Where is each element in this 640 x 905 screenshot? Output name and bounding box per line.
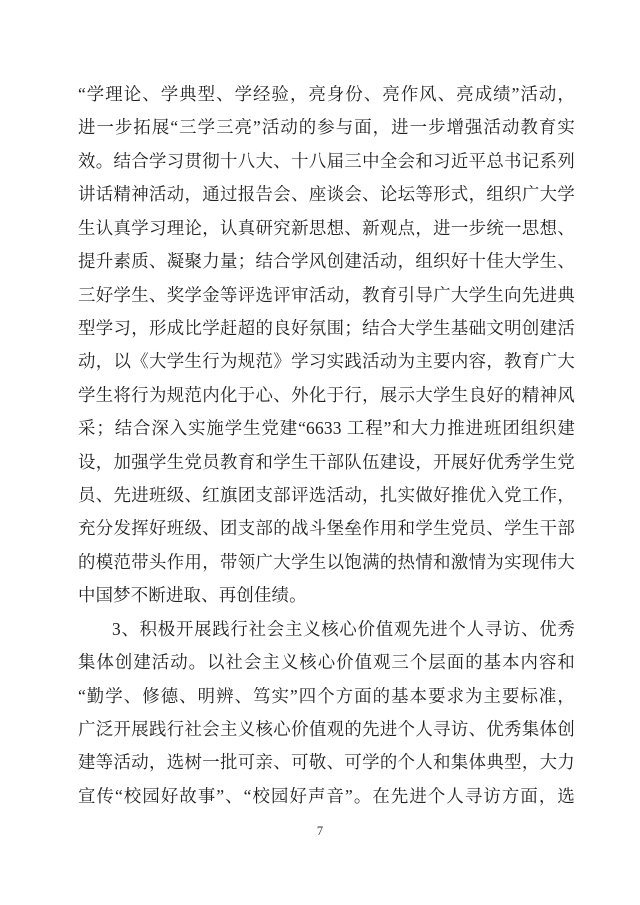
text-line: 广泛开展践行社会主义核心价值观的先进个人寻访、优秀集体创 bbox=[78, 719, 575, 740]
text-line: 三好学生、奖学金等评选评审活动，教育引导广大学生向先进典 bbox=[78, 284, 575, 305]
text-line: 集体创建活动。以社会主义核心价值观三个层面的基本内容和 bbox=[78, 652, 575, 673]
text-line: 设，加强学生党员教育和学生干部队伍建设，开展好优秀学生党 bbox=[78, 451, 575, 472]
body-text bbox=[78, 78, 575, 813]
text-line: 员、先进班级、红旗团支部评选活动，扎实做好推优入党工作， bbox=[78, 485, 575, 506]
text-line: 讲话精神活动，通过报告会、座谈会、论坛等形式，组织广大学 bbox=[78, 184, 575, 205]
text-line: 3、积极开展践行社会主义核心价值观先进个人寻访、优秀 bbox=[112, 618, 575, 639]
text-line: 动，以《大学生行为规范》学习实践活动为主要内容，教育广大 bbox=[78, 351, 575, 372]
text-line: 生认真学习理论，认真研究新思想、新观点，进一步统一思想、 bbox=[78, 217, 575, 238]
text-line: 采；结合深入实施学生党建“6633 工程”和大力推进班团组织建 bbox=[78, 418, 575, 439]
text-line: “学理论、学典型、学经验，亮身份、亮作风、亮成绩”活动， bbox=[78, 84, 575, 104]
text-line: 宣传“校园好故事”、“校园好声音”。在先进个人寻访方面，选 bbox=[78, 785, 575, 806]
text-line: 建等活动，选树一批可亲、可敬、可学的个人和集体典型，大力 bbox=[78, 752, 575, 773]
text-line: 提升素质、凝聚力量；结合学风创建活动，组织好十佳大学生、 bbox=[78, 251, 575, 272]
page-number: 7 bbox=[316, 824, 324, 838]
text-line: 型学习，形成比学赶超的良好氛围；结合大学生基础文明创建活 bbox=[78, 317, 575, 338]
text-line: 充分发挥好班级、团支部的战斗堡垒作用和学生党员、学生干部 bbox=[78, 518, 575, 539]
text-line: 的模范带头作用，带领广大学生以饱满的热情和激情为实现伟大 bbox=[78, 551, 575, 572]
text-line: 效。结合学习贯彻十八大、十八届三中全会和习近平总书记系列 bbox=[78, 150, 575, 171]
text-line: 中国梦不断进取、再创佳绩。 bbox=[78, 585, 307, 606]
text-line: 进一步拓展“三学三亮”活动的参与面，进一步增强活动教育实 bbox=[78, 117, 575, 138]
text-line: “勤学、修德、明辨、笃实”四个方面的基本要求为主要标准， bbox=[78, 685, 575, 706]
text-line: 学生将行为规范内化于心、外化于行，展示大学生良好的精神风 bbox=[78, 384, 575, 405]
